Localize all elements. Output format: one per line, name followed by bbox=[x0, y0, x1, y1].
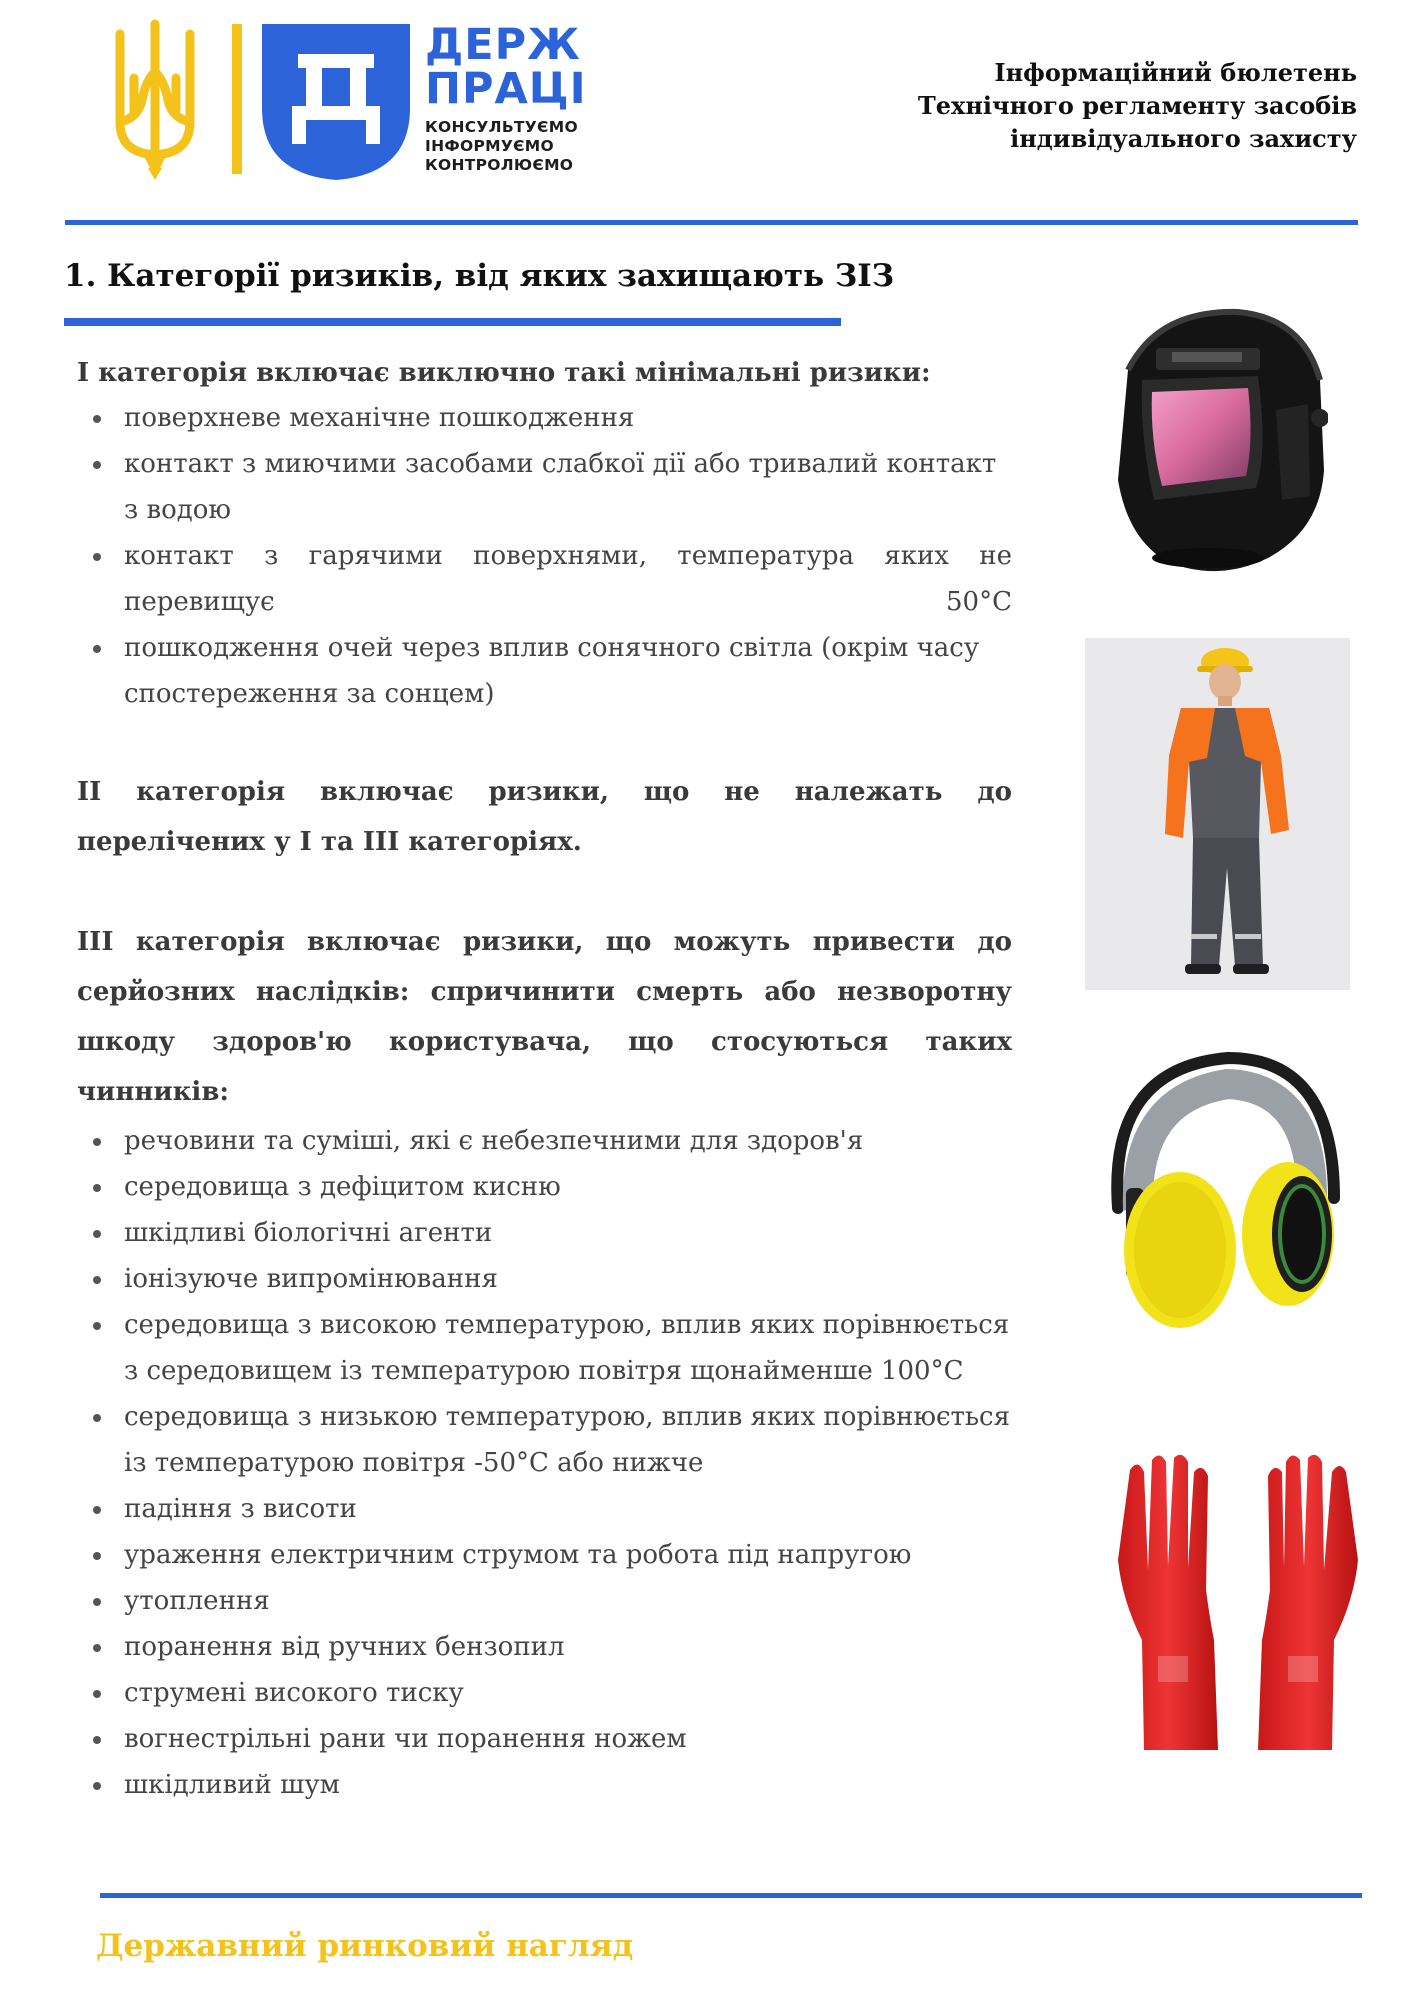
category-3-heading-line: серйозних наслідків: спричинити смерть або незворотну bbox=[77, 977, 1012, 1007]
logo-brand-line1: ДЕРЖ bbox=[425, 20, 581, 70]
dielectric-gloves-image bbox=[1118, 1450, 1358, 1758]
list-item: середовища з дефіцитом кисню bbox=[90, 1164, 1012, 1210]
section-title-underline bbox=[64, 318, 841, 326]
category-1-list bbox=[90, 395, 1012, 717]
category-2-heading bbox=[77, 767, 1012, 867]
list-item: іонізуюче випромінювання bbox=[90, 1256, 1012, 1302]
logo-divider bbox=[232, 24, 242, 174]
list-item: шкідливий шум bbox=[90, 1762, 1012, 1808]
footer-divider bbox=[100, 1893, 1362, 1898]
list-item: вогнестрільні рани чи поранення ножем bbox=[90, 1716, 1012, 1762]
category-1-heading: І категорія включає виключно такі мінімальні ризики: bbox=[77, 358, 931, 388]
list-item: струмені високого тиску bbox=[90, 1670, 1012, 1716]
bulletin-title-line: індивідуального захисту bbox=[1010, 124, 1357, 153]
logo-tagline-2: ІНФОРМУЄМО bbox=[425, 137, 554, 155]
section-title: 1. Категорії ризиків, від яких захищають ЗІЗ bbox=[64, 258, 895, 294]
category-2-heading-line: перелічених у І та ІІІ категоріях. bbox=[77, 827, 582, 857]
list-item: поранення від ручних бензопил bbox=[90, 1624, 1012, 1670]
bulletin-title-line: Технічного регламенту засобів bbox=[917, 91, 1357, 120]
list-item: ураження електричним струмом та робота під напругою bbox=[90, 1532, 1012, 1578]
derzhpratsi-shield-icon bbox=[262, 24, 410, 180]
header-divider bbox=[65, 220, 1358, 225]
ukraine-trident-icon bbox=[112, 18, 198, 182]
category-3-heading-line: шкоду здоров'ю користувача, що стосуються таких bbox=[77, 1027, 1012, 1057]
welding-helmet-image bbox=[1098, 300, 1328, 580]
footer-text: Державний ринковий нагляд bbox=[96, 1928, 634, 1964]
list-item: речовини та суміші, які є небезпечними для здоров'я bbox=[90, 1118, 1012, 1164]
category-3-heading bbox=[77, 917, 1012, 1117]
list-item: шкідливі біологічні агенти bbox=[90, 1210, 1012, 1256]
logo-tagline-1: КОНСУЛЬТУЄМО bbox=[425, 118, 578, 136]
category-3-heading-line: чинників: bbox=[77, 1077, 229, 1107]
list-item: середовища з високою температурою, вплив яких порівнюється з середовищем із температурою повітря щонайменше 100°C bbox=[90, 1302, 1012, 1394]
list-item: контакт з гарячими поверхнями, температура яких не перевищує 50°C bbox=[90, 533, 1012, 625]
list-item: пошкодження очей через вплив сонячного світла (окрім часу спостереження за сонцем) bbox=[90, 625, 1012, 717]
list-item: контакт з миючими засобами слабкої дії або тривалий контакт з водою bbox=[90, 441, 1012, 533]
bulletin-title-line: Інформаційний бюлетень bbox=[994, 58, 1357, 87]
ear-muffs-image bbox=[1098, 1038, 1346, 1338]
category-2-heading-line: ІІ категорія включає ризики, що не належать до bbox=[77, 777, 1012, 807]
list-item: середовища з низькою температурою, вплив яких порівнюється із температурою повітря -50°C або нижче bbox=[90, 1394, 1012, 1486]
logo-tagline-3: КОНТРОЛЮЄМО bbox=[425, 156, 574, 174]
list-item: поверхневе механічне пошкодження bbox=[90, 395, 1012, 441]
category-3-heading-line: ІІІ категорія включає ризики, що можуть привести до bbox=[77, 927, 1012, 957]
bulletin-title bbox=[797, 56, 1357, 155]
worker-in-workwear-image bbox=[1085, 638, 1350, 990]
list-item: утоплення bbox=[90, 1578, 1012, 1624]
logo-brand-line2: ПРАЦІ bbox=[425, 64, 587, 114]
category-3-list bbox=[90, 1118, 1012, 1808]
list-item: падіння з висоти bbox=[90, 1486, 1012, 1532]
